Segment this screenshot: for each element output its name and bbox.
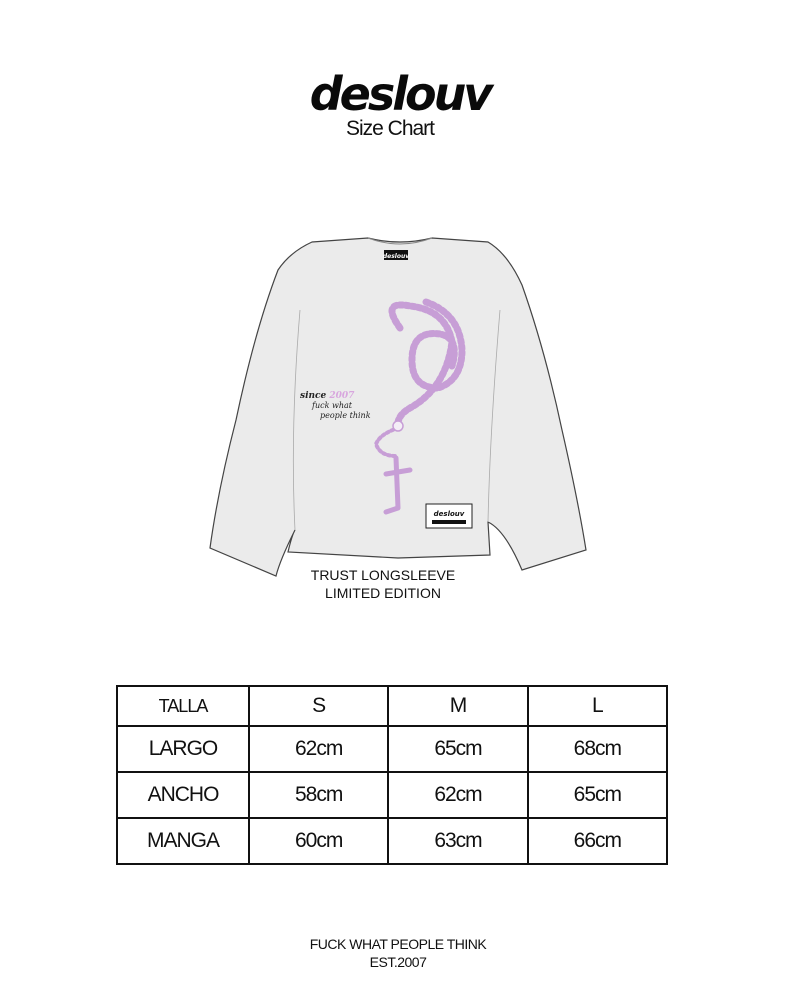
cell-largo-l: 68cm	[528, 726, 667, 772]
cell-largo-s: 62cm	[249, 726, 388, 772]
header-size-m: M	[388, 686, 527, 726]
row-label-largo: LARGO	[117, 726, 249, 772]
neck-label-text: deslouv	[382, 253, 410, 260]
footer-slogan: FUCK WHAT PEOPLE THINK	[309, 936, 487, 952]
table-row	[117, 818, 667, 864]
product-name	[0, 566, 766, 602]
header-size-l: L	[528, 686, 667, 726]
row-label-ancho: ANCHO	[117, 772, 249, 818]
print-line-2: people think	[320, 411, 371, 420]
cell-ancho-s: 58cm	[249, 772, 388, 818]
table-row	[117, 772, 667, 818]
cell-manga-s: 60cm	[249, 818, 388, 864]
cell-manga-l: 66cm	[528, 818, 667, 864]
brand-logo: deslouv	[309, 67, 491, 121]
garment-illustration	[200, 230, 600, 580]
header-talla: TALLA	[117, 686, 249, 726]
cell-largo-m: 65cm	[388, 726, 527, 772]
cell-ancho-l: 65cm	[528, 772, 667, 818]
hem-tag-stripe	[432, 520, 466, 524]
size-chart-table	[116, 685, 668, 865]
print-line-1: fuck what	[312, 401, 352, 410]
header-size-s: S	[249, 686, 388, 726]
rosary-medal	[393, 421, 403, 431]
footer	[0, 935, 796, 971]
longsleeve-body	[210, 238, 586, 576]
table-header-row	[117, 686, 667, 726]
product-line-1: TRUST LONGSLEEVE	[310, 567, 456, 583]
page-title: Size Chart	[345, 117, 435, 140]
hem-tag-text: deslouv	[433, 510, 465, 518]
product-line-2: LIMITED EDITION	[325, 585, 441, 601]
cell-manga-m: 63cm	[388, 818, 527, 864]
print-since: since 2007	[300, 391, 355, 401]
table-row	[117, 726, 667, 772]
footer-established: EST.2007	[369, 954, 427, 970]
cell-ancho-m: 62cm	[388, 772, 527, 818]
row-label-manga: MANGA	[117, 818, 249, 864]
